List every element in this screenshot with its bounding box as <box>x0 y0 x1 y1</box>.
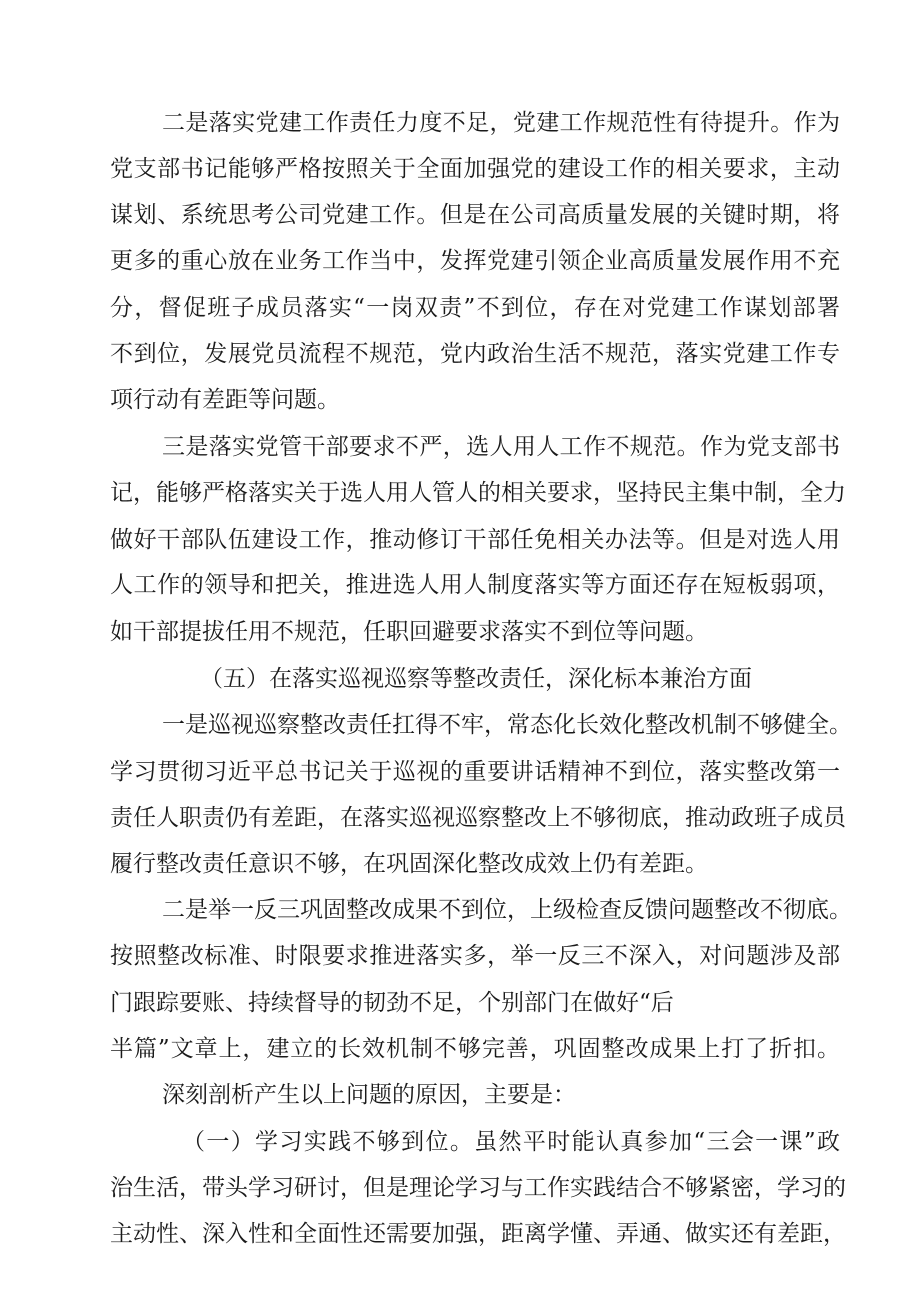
paragraph-line: 半篇”文章上，建立的长效机制不够完善，巩固整改成果上打了折扣。 <box>110 1036 840 1062</box>
paragraph-line: 人工作的领导和把关，推进选人用人制度落实等方面还存在短板弱项， <box>110 572 840 598</box>
paragraph-line: 一是巡视巡察整改责任扛得不牢，常态化长效化整改机制不够健全。 <box>162 712 852 738</box>
paragraph-line: 党支部书记能够严格按照关于全面加强党的建设工作的相关要求，主动 <box>110 156 840 182</box>
paragraph-line: 三是落实党管干部要求不严，选人用人工作不规范。作为党支部书 <box>162 434 840 460</box>
paragraph-line: 谋划、系统思考公司党建工作。但是在公司高质量发展的关键时期，将 <box>110 202 840 228</box>
paragraph-line: 门跟踪要账、持续督导的韧劲不足，个别部门在做好“后 <box>110 990 674 1016</box>
paragraph-line: 治生活，带头学习研讨，但是理论学习与工作实践结合不够紧密，学习的 <box>110 1175 846 1201</box>
paragraph-line: 按照整改标准、时限要求推进落实多，举一反三不深入，对问题涉及部 <box>110 943 840 969</box>
paragraph-line: （一）学习实践不够到位。虽然平时能认真参加“三会一课”政 <box>182 1129 840 1155</box>
paragraph-line: 深刻剖析产生以上问题的原因，主要是： <box>162 1082 576 1108</box>
paragraph-line: 主动性、深入性和全面性还需要加强，距离学懂、弄通、做实还有差距， <box>110 1221 846 1247</box>
paragraph-line: 履行整改责任意识不够，在巩固深化整改成效上仍有差距。 <box>110 851 708 877</box>
paragraph-line: 不到位，发展党员流程不规范，党内政治生活不规范，落实党建工作专 <box>110 341 840 367</box>
paragraph-line: 如干部提拔任用不规范，任职回避要求落实不到位等问题。 <box>110 619 708 645</box>
section-heading: （五）在落实巡视巡察等整改责任，深化标本兼治方面 <box>200 666 752 692</box>
paragraph-line: 二是落实党建工作责任力度不足，党建工作规范性有待提升。作为 <box>162 110 840 136</box>
paragraph-line: 记，能够严格落实关于选人用人管人的相关要求，坚持民主集中制，全力 <box>110 480 846 506</box>
paragraph-line: 学习贯彻习近平总书记关于巡视的重要讲话精神不到位，落实整改第一 <box>110 759 840 785</box>
paragraph-line: 更多的重心放在业务工作当中，发挥党建引领企业高质量发展作用不充 <box>110 248 840 274</box>
paragraph-line: 项行动有差距等问题。 <box>110 387 340 413</box>
paragraph-line: 做好干部队伍建设工作，推动修订干部任免相关办法等。但是对选人用 <box>110 527 840 553</box>
paragraph-line: 二是举一反三巩固整改成果不到位，上级检查反馈问题整改不彻底。 <box>162 897 852 923</box>
paragraph-line: 责任人职责仍有差距，在落实巡视巡察整改上不够彻底，推动政班子成员 <box>110 805 846 831</box>
paragraph-line: 分，督促班子成员落实“一岗双责”不到位，存在对党建工作谋划部署 <box>110 295 840 321</box>
